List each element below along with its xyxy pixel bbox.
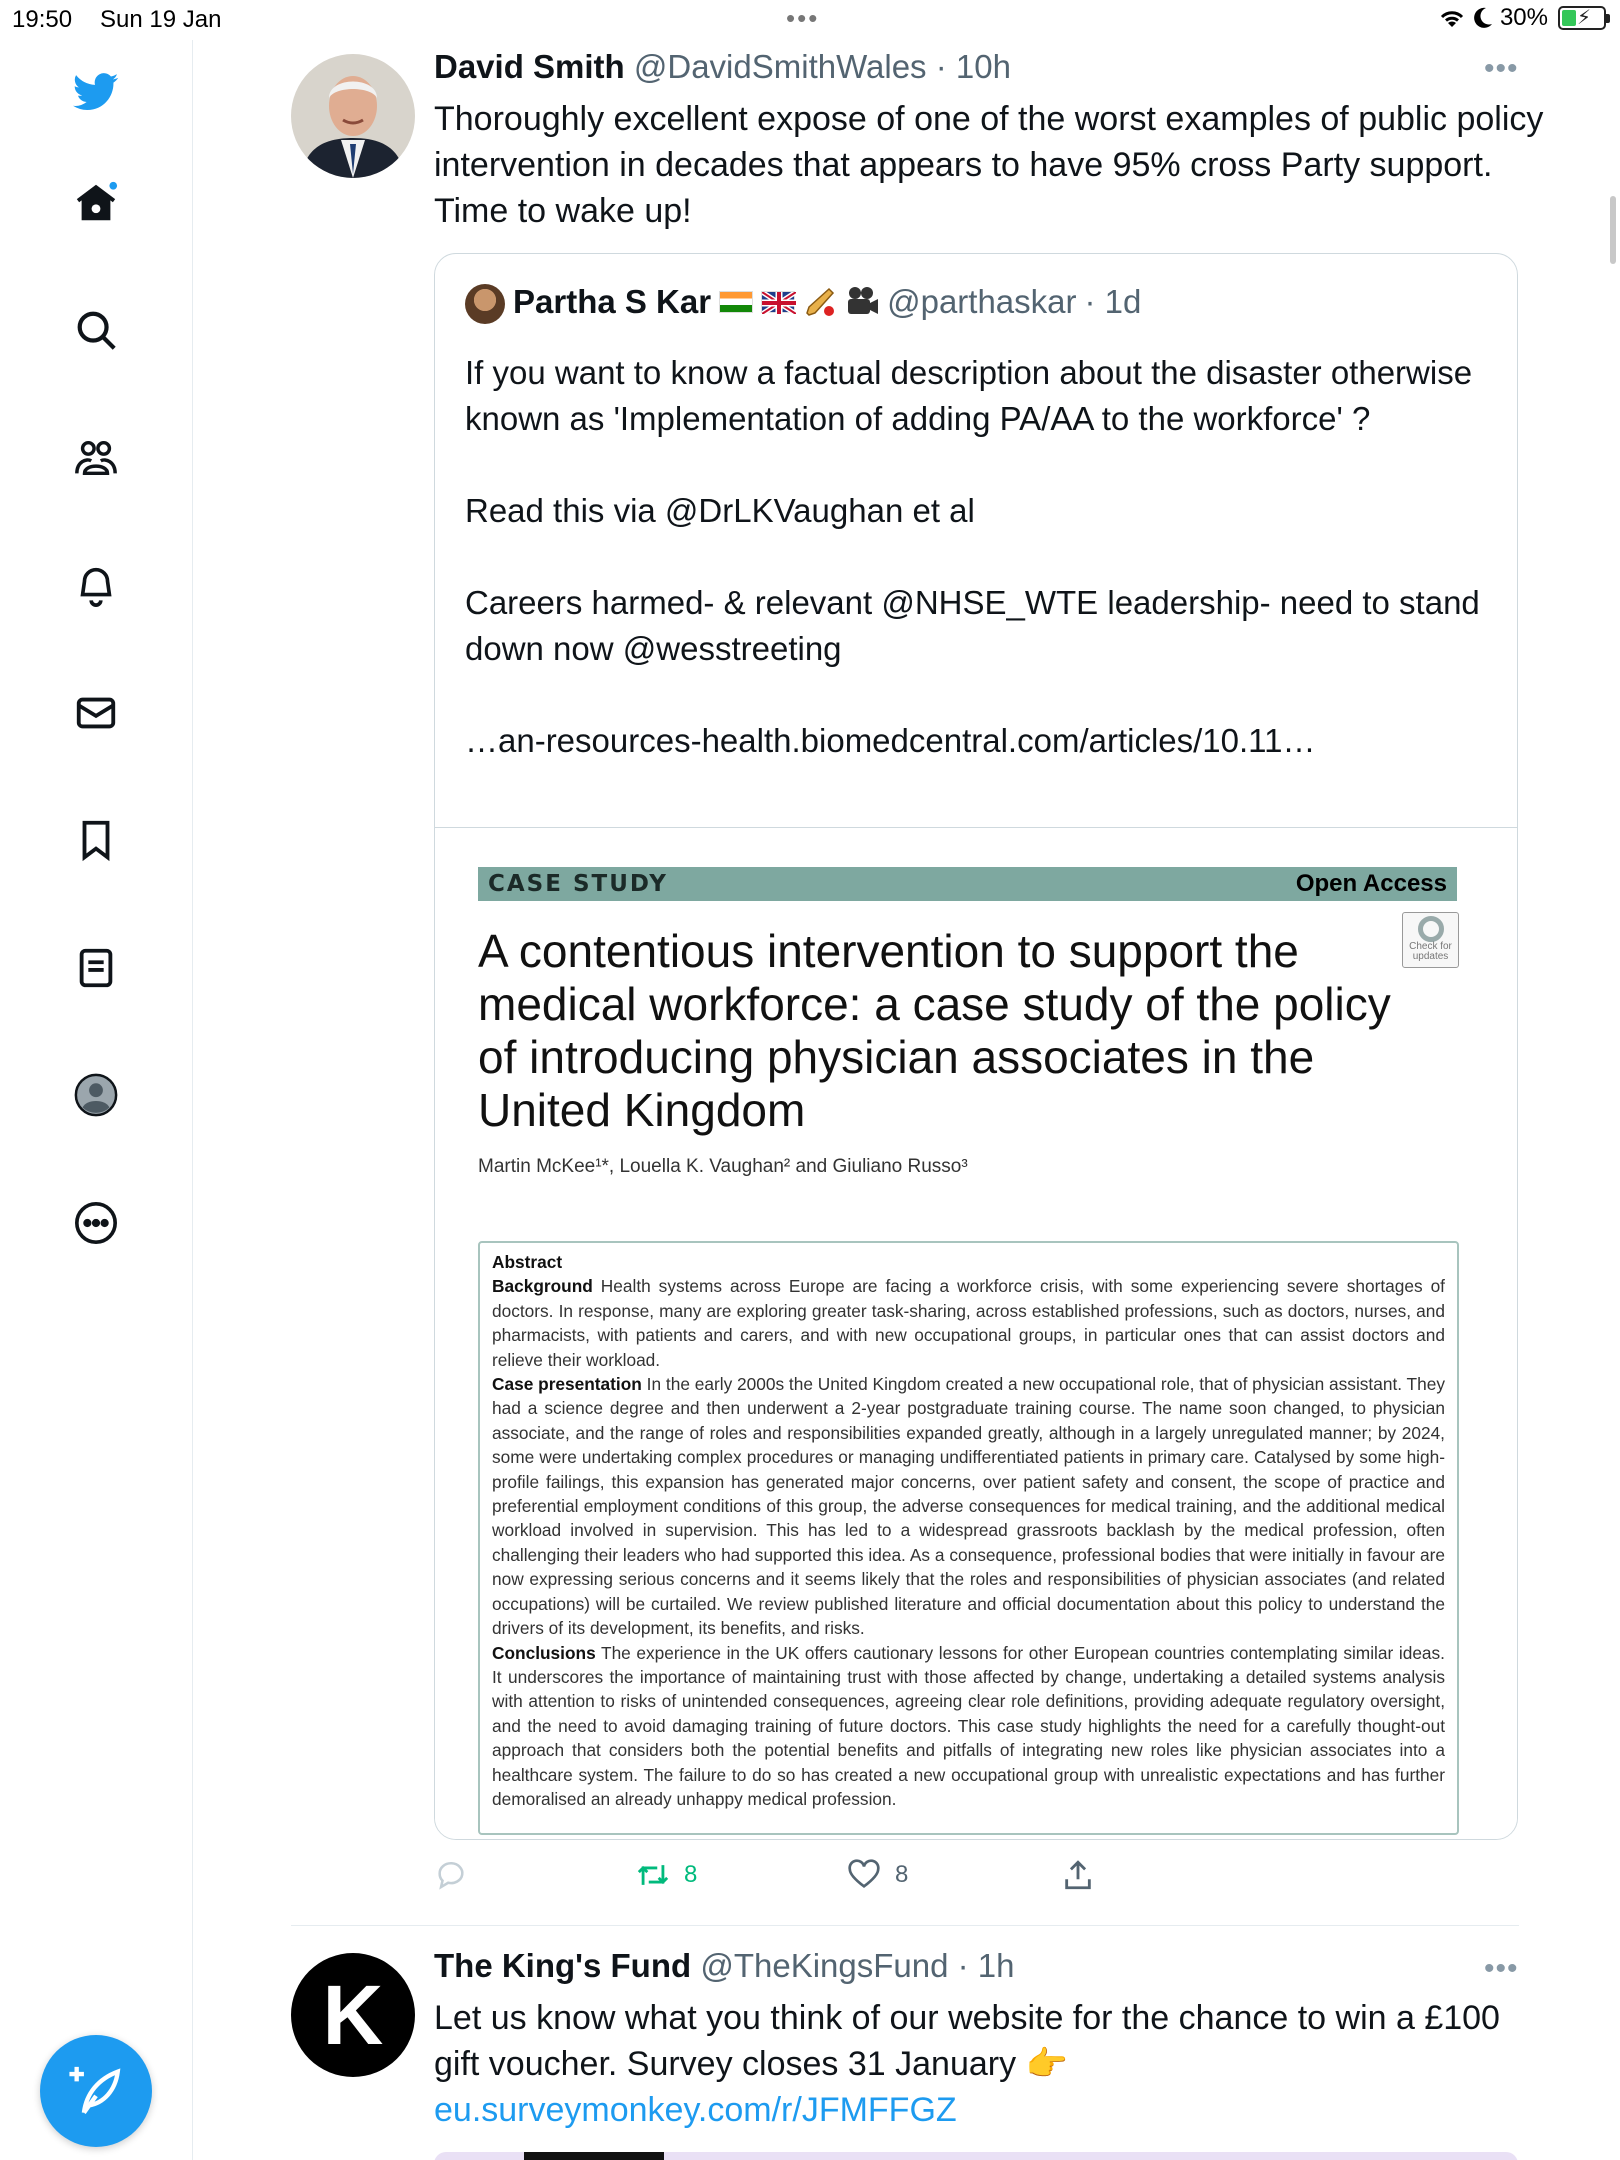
bookmarks-icon[interactable] [66,810,126,870]
next-media-preview [434,2152,1518,2160]
messages-envelope-icon[interactable] [66,683,126,743]
conclusions-heading: Conclusions [492,1642,596,1663]
quoted-tweet[interactable] [434,253,1518,1840]
reply-icon [434,1858,468,1892]
paper-authors: Martin McKee¹*, Louella K. Vaughan² and Giuliano Russo³ [478,1156,968,1177]
paper-title: A contentious intervention to support the medical workforce: a case study of the policy of introducing physician associates in the United Kingdom [478,925,1391,1136]
tweet-time-2[interactable]: · 1h [957,1947,1015,1984]
more-options-icon[interactable] [66,1193,126,1253]
timeline-feed[interactable] [194,40,1620,2160]
background-text: Health systems across Europe are facing a workforce crisis, with some experiencing severe shortages of doctors. In response, many are exploring greater task-sharing, across established professions, such as doctors, nurses, and pharmacists, with patients and carers, and with new occupational groups, in particular ones that can assist doctors and relieve their workload. [492,1276,1445,1370]
cricket-icon [803,285,837,319]
tweet-header-2 [434,1947,1015,1985]
like-button[interactable] [847,1858,908,1892]
status-date: Sun 19 Jan [100,6,222,33]
quoted-author-name: Partha S Kar [513,283,712,320]
tweet-more-button-2[interactable]: ••• [1484,1952,1519,1985]
paper-abstract [478,1241,1459,1835]
paper-banner [478,867,1457,901]
survey-link[interactable]: eu.surveymonkey.com/r/JFMFFGZ [434,2091,957,2129]
wifi-icon [1438,7,1466,29]
retweet-count: 8 [684,1861,698,1888]
quoted-author-handle: @parthaskar [887,283,1077,320]
tweet-text-2-body: Let us know what you think of our website for the chance to win a £100 gift voucher. Survey closes 31 January 👉 [434,1999,1500,2083]
reply-button[interactable] [434,1858,468,1892]
scrollbar[interactable] [1610,196,1616,264]
twitter-logo-icon[interactable] [66,62,126,122]
david-smith-avatar[interactable] [291,54,415,178]
author-name[interactable]: David Smith [434,48,625,85]
conclusions-text: The experience in the UK offers cautionary lessons for other European countries contemplating similar ideas. It underscores the importance of maintaining trust with those affected by change, undertaking a detailed systems analysis with attention to risks of unintended consequences, agreeing clear role definitions, providing adequate regulatory oversight, and the need to avoid damaging training of future doctors. This case study highlights the need for a carefully thought-out approach that considers both the potential benefits and pitfalls of integrating new roles like physician associates into a healthcare system. The failure to do so has created a new occupational group with unrealistic expectations and has further demoralised an already unhappy medical profession. [492,1642,1445,1809]
tweet-text: Thoroughly excellent expose of one of the worst examples of public policy intervention in decades that appears to have 95% cross Party support. Time to wake up! [434,100,1544,230]
tweet-header [434,48,1011,86]
tweet-divider [291,1925,1519,1926]
like-count: 8 [895,1861,909,1888]
kings-fund-avatar[interactable] [291,1953,415,2077]
status-time: 19:50 [12,6,73,33]
lists-icon[interactable] [66,938,126,998]
home-icon[interactable] [66,173,126,233]
multitasking-dots[interactable]: ••• [786,3,820,33]
sidebar [0,40,193,2160]
search-icon[interactable] [66,300,126,360]
communities-icon[interactable] [66,428,126,488]
compose-tweet-button[interactable] [40,2035,152,2147]
case-presentation-heading: Case presentation [492,1374,642,1395]
author-handle[interactable]: @DavidSmithWales [633,48,927,85]
open-access-label: Open Access [1295,870,1447,897]
status-bar [0,0,1620,40]
case-presentation-text: In the early 2000s the United Kingdom created a new occupational role, that of physician assistant. They had a science degree and then underwent a 2-year postgraduate training course. The name soon changed, to physician associate, and the range of roles and responsibilities expanded greatly, although in a largely unregulated manner; by 2024, some were undertaking complex procedures or managing undifferentiated patients in primary care. Catalysed by some high-profile failings, this expansion has generated major concerns, over patient safety and consent, the scope of practice and preferential employment conditions of this group, the adverse consequences for medical training, and the additional medical workload involved in supervision. This has led to a widespread grassroots backlash by the medical profession, often challenging their leaders who had supported this idea. As a consequence, professional bodies that were initially in favour are now expressing serious concerns and it seems likely that the roles and responsibilities of physician associates (and related occupations) will be curtailed. We review published literature and official documentation about this policy to understand the drivers of its development, its benefits, and risks. [492,1374,1445,1639]
tweet-actions [434,1858,1518,1898]
abstract-heading: Abstract [492,1252,563,1272]
heart-icon [847,1858,881,1892]
battery-percent: 30% [1499,4,1548,31]
retweet-button[interactable] [636,1858,697,1892]
quoted-tweet-time: · 1d [1084,283,1142,320]
share-button[interactable] [1061,1858,1095,1892]
uk-flag-icon [761,291,795,313]
share-icon [1061,1858,1095,1892]
retweet-icon [636,1858,670,1892]
quoted-tweet-text [465,350,1495,764]
movie-camera-icon [845,285,879,319]
tweet-more-button[interactable]: ••• [1484,52,1519,85]
author-name-2[interactable]: The King's Fund [434,1947,692,1984]
background-heading: Background [492,1276,593,1297]
notifications-bell-icon[interactable] [66,555,126,615]
feather-plus-icon [67,2062,125,2120]
author-handle-2[interactable]: @TheKingsFund [700,1947,949,1984]
moon-icon [1472,6,1494,30]
tweet-time[interactable]: · 10h [935,48,1011,85]
check-updates-label: Check for updates [1409,941,1452,962]
partha-avatar [465,284,505,324]
article-image[interactable] [435,827,1518,1840]
kings-fund-logo-letter: K [322,1967,384,2062]
quoted-tweet-header [513,283,1141,321]
battery-icon: ⚡ [1558,6,1606,30]
quoted-text-body: If you want to know a factual description about the disaster otherwise known as 'Implementation of adding PA/AA to the workforce' ? Read this via @DrLKVaughan et al Careers harmed- & relevant @NHSE_WTE leadership- need to stand down now @wesstreeting [465,354,1480,667]
india-flag-icon [719,291,753,313]
tweet-text-2 [434,1995,1524,2133]
case-study-label: CASE STUDY [488,871,668,897]
profile-icon[interactable] [66,1065,126,1125]
quoted-article-link[interactable]: …an-resources-health.biomedcentral.com/articles/10.11… [465,722,1316,759]
